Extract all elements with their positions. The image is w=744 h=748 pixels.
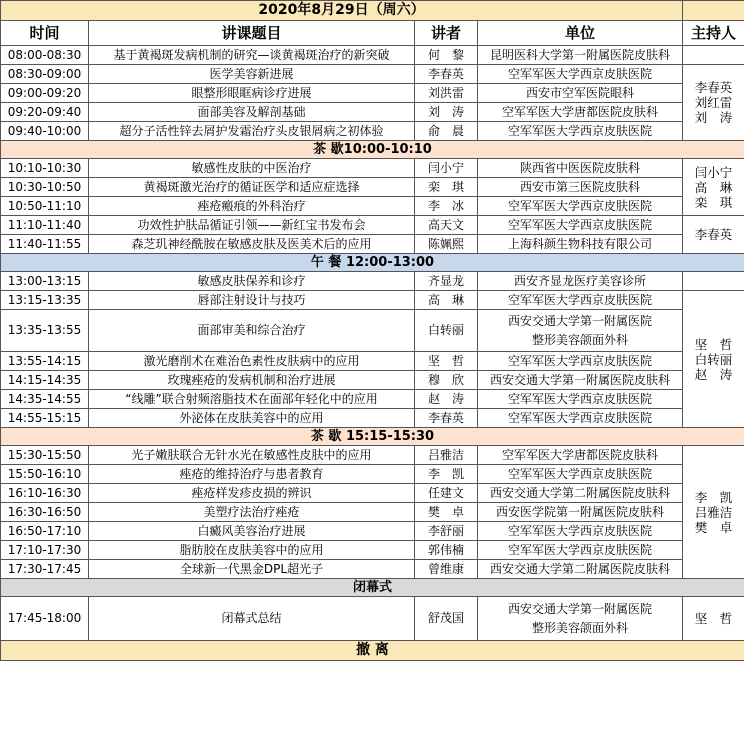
session-speaker: 俞 晨 — [415, 122, 478, 141]
session-topic: 面部美容及解剖基础 — [89, 103, 415, 122]
session-time: 09:20-09:40 — [1, 103, 89, 122]
session-unit: 上海科颜生物科技有限公司 — [478, 235, 683, 254]
session-unit: 西安交通大学第二附属医院皮肤科 — [478, 560, 683, 579]
table-row — [1, 522, 744, 541]
session-unit: 西安交通大学第二附属医院皮肤科 — [478, 484, 683, 503]
session-speaker: 齐显龙 — [415, 272, 478, 291]
session-unit: 空军军医大学西京皮肤医院 — [478, 291, 683, 310]
session-speaker: 闫小宁 — [415, 159, 478, 178]
session-unit — [478, 310, 683, 352]
header-time: 时间 — [1, 21, 89, 46]
session-topic: 白癜风美容治疗进展 — [89, 522, 415, 541]
session-unit: 西安市第三医院皮肤科 — [478, 178, 683, 197]
host-cell — [683, 597, 744, 641]
session-speaker: 樊 卓 — [415, 503, 478, 522]
host-name: 刘红雷 — [694, 95, 733, 110]
session-topic: 痤疮瘢痕的外科治疗 — [89, 197, 415, 216]
table-row — [1, 310, 744, 352]
session-unit-line: 西安交通大学第一附属医院 — [508, 314, 653, 329]
session-topic: 眼整形眼眶病诊疗进展 — [89, 84, 415, 103]
session-unit: 陕西省中医医院皮肤科 — [478, 159, 683, 178]
session-speaker: 李 凯 — [415, 465, 478, 484]
session-topic: 敏感皮肤保养和诊疗 — [89, 272, 415, 291]
session-time: 17:45-18:00 — [1, 597, 89, 641]
session-speaker: 郭伟楠 — [415, 541, 478, 560]
session-time: 16:30-16:50 — [1, 503, 89, 522]
session-unit: 空军军医大学西京皮肤医院 — [478, 352, 683, 371]
session-speaker: 李春英 — [415, 409, 478, 428]
table-row — [1, 409, 744, 428]
table-row — [1, 272, 744, 291]
host-cell — [683, 216, 744, 254]
session-topic: 黄褐斑激光治疗的循证医学和适应症选择 — [89, 178, 415, 197]
table-row — [1, 560, 744, 579]
host-name: 吕雅洁 — [694, 504, 733, 520]
host-name: 高 琳 — [694, 179, 733, 195]
session-time: 08:30-09:00 — [1, 65, 89, 84]
table-row — [1, 352, 744, 371]
host-name: 闫小宁 — [694, 164, 733, 180]
table-row — [1, 46, 744, 65]
lunch-break-row — [1, 254, 744, 272]
host-name: 栾 琪 — [694, 194, 733, 210]
session-unit — [478, 597, 683, 641]
session-speaker: 穆 欣 — [415, 371, 478, 390]
session-speaker: 高天文 — [415, 216, 478, 235]
session-unit-line: 整形美容颌面外科 — [532, 620, 629, 635]
header-speaker: 讲者 — [415, 21, 478, 46]
date-title: 2020年8月29日（周六） — [1, 1, 683, 21]
closing-row — [1, 579, 744, 597]
session-unit: 空军军医大学唐都医院皮肤科 — [478, 446, 683, 465]
session-unit: 空军军医大学西京皮肤医院 — [478, 390, 683, 409]
closing-label: 闭幕式 — [1, 579, 744, 597]
host-cell — [683, 291, 744, 428]
session-time: 14:55-15:15 — [1, 409, 89, 428]
end-label: 撤 离 — [1, 641, 744, 661]
session-time: 11:40-11:55 — [1, 235, 89, 254]
session-speaker: 陈姵熙 — [415, 235, 478, 254]
session-unit: 空军军医大学西京皮肤医院 — [478, 409, 683, 428]
table-row — [1, 235, 744, 254]
header-host: 主持人 — [683, 21, 744, 46]
session-unit: 空军军医大学西京皮肤医院 — [478, 197, 683, 216]
table-row — [1, 465, 744, 484]
session-unit: 空军军医大学唐都医院皮肤科 — [478, 103, 683, 122]
table-row — [1, 159, 744, 178]
session-time: 16:10-16:30 — [1, 484, 89, 503]
end-row — [1, 641, 744, 661]
session-speaker: 任建文 — [415, 484, 478, 503]
session-speaker: 何 黎 — [415, 46, 478, 65]
session-speaker: 刘 涛 — [415, 103, 478, 122]
host-cell-blank — [683, 46, 744, 65]
session-speaker: 舒茂国 — [415, 597, 478, 641]
table-row — [1, 197, 744, 216]
tea-break-label: 茶 歇10:00-10:10 — [1, 141, 744, 159]
session-unit: 空军军医大学西京皮肤医院 — [478, 465, 683, 484]
table-row — [1, 216, 744, 235]
session-time: 15:30-15:50 — [1, 446, 89, 465]
session-unit: 西安市空军医院眼科 — [478, 84, 683, 103]
session-unit: 空军军医大学西京皮肤医院 — [478, 65, 683, 84]
session-time: 14:15-14:35 — [1, 371, 89, 390]
session-topic: 闭幕式总结 — [89, 597, 415, 641]
session-speaker: 曾维康 — [415, 560, 478, 579]
session-topic: 痤疮样发疹皮损的辨识 — [89, 484, 415, 503]
session-time: 10:10-10:30 — [1, 159, 89, 178]
session-time: 10:50-11:10 — [1, 197, 89, 216]
session-time: 09:00-09:20 — [1, 84, 89, 103]
session-time: 14:35-14:55 — [1, 390, 89, 409]
session-unit-line: 西安交通大学第一附属医院 — [508, 602, 653, 617]
session-speaker: 李 冰 — [415, 197, 478, 216]
session-time: 13:35-13:55 — [1, 310, 89, 352]
session-time: 13:15-13:35 — [1, 291, 89, 310]
session-topic: 脂肪胶在皮肤美容中的应用 — [89, 541, 415, 560]
host-name: 樊 卓 — [694, 519, 733, 535]
session-topic: 唇部注射设计与技巧 — [89, 291, 415, 310]
session-topic: 全球新一代黑金DPL超光子 — [89, 560, 415, 579]
session-time: 11:10-11:40 — [1, 216, 89, 235]
session-unit: 昆明医科大学第一附属医院皮肤科 — [478, 46, 683, 65]
table-row — [1, 178, 744, 197]
header-topic: 讲课题目 — [89, 21, 415, 46]
table-row — [1, 597, 744, 641]
session-unit: 西安医学院第一附属医院皮肤科 — [478, 503, 683, 522]
tea-break-row — [1, 141, 744, 159]
session-time: 17:30-17:45 — [1, 560, 89, 579]
session-time: 17:10-17:30 — [1, 541, 89, 560]
host-name: 赵 涛 — [694, 366, 733, 382]
date-row-blank — [683, 1, 744, 21]
session-topic: 光子嫩肤联合无针水光在敏感性皮肤中的应用 — [89, 446, 415, 465]
tea-break-row — [1, 428, 744, 446]
table-row — [1, 84, 744, 103]
table-row — [1, 503, 744, 522]
host-cell — [683, 446, 744, 579]
table-row — [1, 390, 744, 409]
host-cell-blank — [683, 272, 744, 291]
host-name: 坚 哲 — [694, 336, 733, 352]
session-topic: 医学美容新进展 — [89, 65, 415, 84]
session-topic: 外泌体在皮肤美容中的应用 — [89, 409, 415, 428]
session-speaker: 栾 琪 — [415, 178, 478, 197]
header-unit: 单位 — [478, 21, 683, 46]
host-name: 刘 涛 — [694, 110, 733, 125]
session-speaker: 白转丽 — [415, 310, 478, 352]
session-unit: 西安齐显龙医疗美容诊所 — [478, 272, 683, 291]
table-row — [1, 65, 744, 84]
session-time: 08:00-08:30 — [1, 46, 89, 65]
host-name: 坚 哲 — [694, 611, 733, 626]
header-row — [1, 21, 744, 46]
host-name: 李春英 — [694, 227, 733, 242]
session-topic: “线雕”联合射频溶脂技术在面部年轻化中的应用 — [89, 390, 415, 409]
host-name: 李春英 — [694, 80, 733, 95]
session-topic: 功效性护肤品循证引领——新红宝书发布会 — [89, 216, 415, 235]
session-time: 16:50-17:10 — [1, 522, 89, 541]
session-topic: 敏感性皮肤的中医治疗 — [89, 159, 415, 178]
session-topic: 玫瑰痤疮的发病机制和治疗进展 — [89, 371, 415, 390]
session-speaker: 李春英 — [415, 65, 478, 84]
session-speaker: 刘洪雷 — [415, 84, 478, 103]
host-cell — [683, 159, 744, 216]
session-topic: 痤疮的维持治疗与患者教育 — [89, 465, 415, 484]
session-time: 10:30-10:50 — [1, 178, 89, 197]
session-unit-line: 整形美容颌面外科 — [532, 332, 629, 347]
session-time: 15:50-16:10 — [1, 465, 89, 484]
table-row — [1, 371, 744, 390]
table-row — [1, 122, 744, 141]
session-speaker: 赵 涛 — [415, 390, 478, 409]
session-speaker: 吕雅洁 — [415, 446, 478, 465]
session-topic: 面部审美和综合治疗 — [89, 310, 415, 352]
session-topic: 激光磨削术在难治色素性皮肤病中的应用 — [89, 352, 415, 371]
session-topic: 森芝玑神经酰胺在敏感皮肤及医美术后的应用 — [89, 235, 415, 254]
table-row — [1, 446, 744, 465]
table-row — [1, 484, 744, 503]
session-speaker: 坚 哲 — [415, 352, 478, 371]
session-topic: 超分子活性锌去屑护发霜治疗头皮银屑病之初体验 — [89, 122, 415, 141]
session-unit: 空军军医大学西京皮肤医院 — [478, 216, 683, 235]
host-name: 李 凯 — [694, 489, 733, 505]
session-time: 09:40-10:00 — [1, 122, 89, 141]
session-speaker: 高 琳 — [415, 291, 478, 310]
date-row — [1, 1, 744, 21]
session-unit: 空军军医大学西京皮肤医院 — [478, 122, 683, 141]
session-unit: 空军军医大学西京皮肤医院 — [478, 522, 683, 541]
session-speaker: 李舒丽 — [415, 522, 478, 541]
session-unit: 西安交通大学第一附属医院皮肤科 — [478, 371, 683, 390]
lunch-break-label: 午 餐 12:00-13:00 — [1, 254, 744, 272]
table-row — [1, 291, 744, 310]
session-topic: 美塑疗法治疗痤疮 — [89, 503, 415, 522]
table-row — [1, 541, 744, 560]
session-unit: 空军军医大学西京皮肤医院 — [478, 541, 683, 560]
host-name: 白转丽 — [694, 351, 733, 367]
host-cell — [683, 65, 744, 141]
table-row — [1, 103, 744, 122]
session-time: 13:00-13:15 — [1, 272, 89, 291]
tea-break-label: 茶 歇 15:15-15:30 — [1, 428, 744, 446]
session-topic: 基于黄褐斑发病机制的研究—谈黄褐斑治疗的新突破 — [89, 46, 415, 65]
session-time: 13:55-14:15 — [1, 352, 89, 371]
